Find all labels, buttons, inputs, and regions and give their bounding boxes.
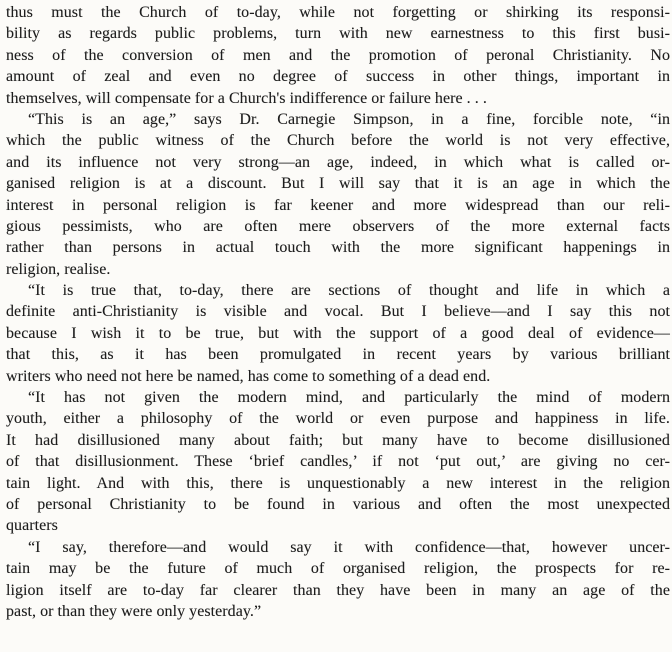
- text-line: “It is true that, to-day, there are sections of thought and life in which a: [28, 282, 670, 300]
- text-line: themselves, will compensate for a Church's indifference or failure here . . .: [6, 89, 487, 107]
- text-line: thus must the Church of to-day, while not forgetting or shirking its responsi-: [6, 4, 670, 21]
- text-line: rather than persons in actual touch with the more significant happenings in: [6, 239, 670, 257]
- text-line: It had disillusioned many about faith; but many have to become disillusioned: [6, 431, 670, 449]
- text-line: of that disillusionment. These ‘brief candles,’ if not ‘put out,’ are giving no cer-: [6, 453, 670, 471]
- text-line: bility as regards public problems, turn with new earnestness to this first busi-: [6, 25, 670, 43]
- text-line: youth, either a philosophy of the world or even purpose and happiness in life.: [6, 410, 670, 428]
- article-body: [6, 2, 670, 622]
- text-line: tain light. And with this, there is unquestionably a new interest in the religion: [6, 474, 670, 492]
- paragraph-4: [6, 387, 670, 537]
- text-line: ganised religion is at a discount. But I will say that it is an age in which the: [6, 175, 670, 193]
- text-line: which the public witness of the Church before the world is not very effective,: [6, 132, 670, 150]
- text-line: and its influence not very strong—an age, indeed, in which what is called or-: [6, 153, 670, 171]
- text-line: that this, as it has been promulgated in recent years by various brilliant: [6, 346, 670, 364]
- text-line: writers who need not here be named, has come to something of a dead end.: [6, 367, 491, 385]
- paragraph-1: [6, 2, 670, 109]
- text-line: tain may be the future of much of organised religion, the prospects for re-: [6, 560, 670, 578]
- text-line: gious pessimists, who are often mere observers of the more external facts: [6, 217, 670, 235]
- paragraph-3: [6, 280, 670, 387]
- text-line: interest in personal religion is far keener and more widespread than our reli-: [6, 196, 670, 214]
- text-line: ligion itself are to-day far clearer than they have been in many an age of the: [6, 581, 670, 599]
- text-line: amount of zeal and even no degree of success in other things, important in: [6, 68, 670, 86]
- text-line: “It has not given the modern mind, and particularly the mind of modern: [28, 389, 670, 407]
- text-line: ness of the conversion of men and the promotion of peronal Christianity. No: [6, 46, 670, 64]
- text-line: definite anti-Christianity is visible and vocal. But I believe—and I say this not: [6, 303, 670, 321]
- text-line: “I say, therefore—and would say it with confidence—that, however uncer-: [28, 538, 670, 556]
- text-line: quarters: [6, 517, 58, 535]
- text-line: past, or than they were only yesterday.”: [6, 602, 262, 620]
- text-line: religion, realise.: [6, 260, 111, 278]
- text-line: of personal Christianity to be found in various and often the most unexpected: [6, 495, 670, 513]
- paragraph-5: [6, 537, 670, 623]
- text-line: “This is an age,” says Dr. Carnegie Simpson, in a fine, forcible note, “in: [28, 110, 670, 128]
- text-line: because I wish it to be true, but with the support of a good deal of evidence—: [6, 324, 670, 342]
- paragraph-2: [6, 109, 670, 280]
